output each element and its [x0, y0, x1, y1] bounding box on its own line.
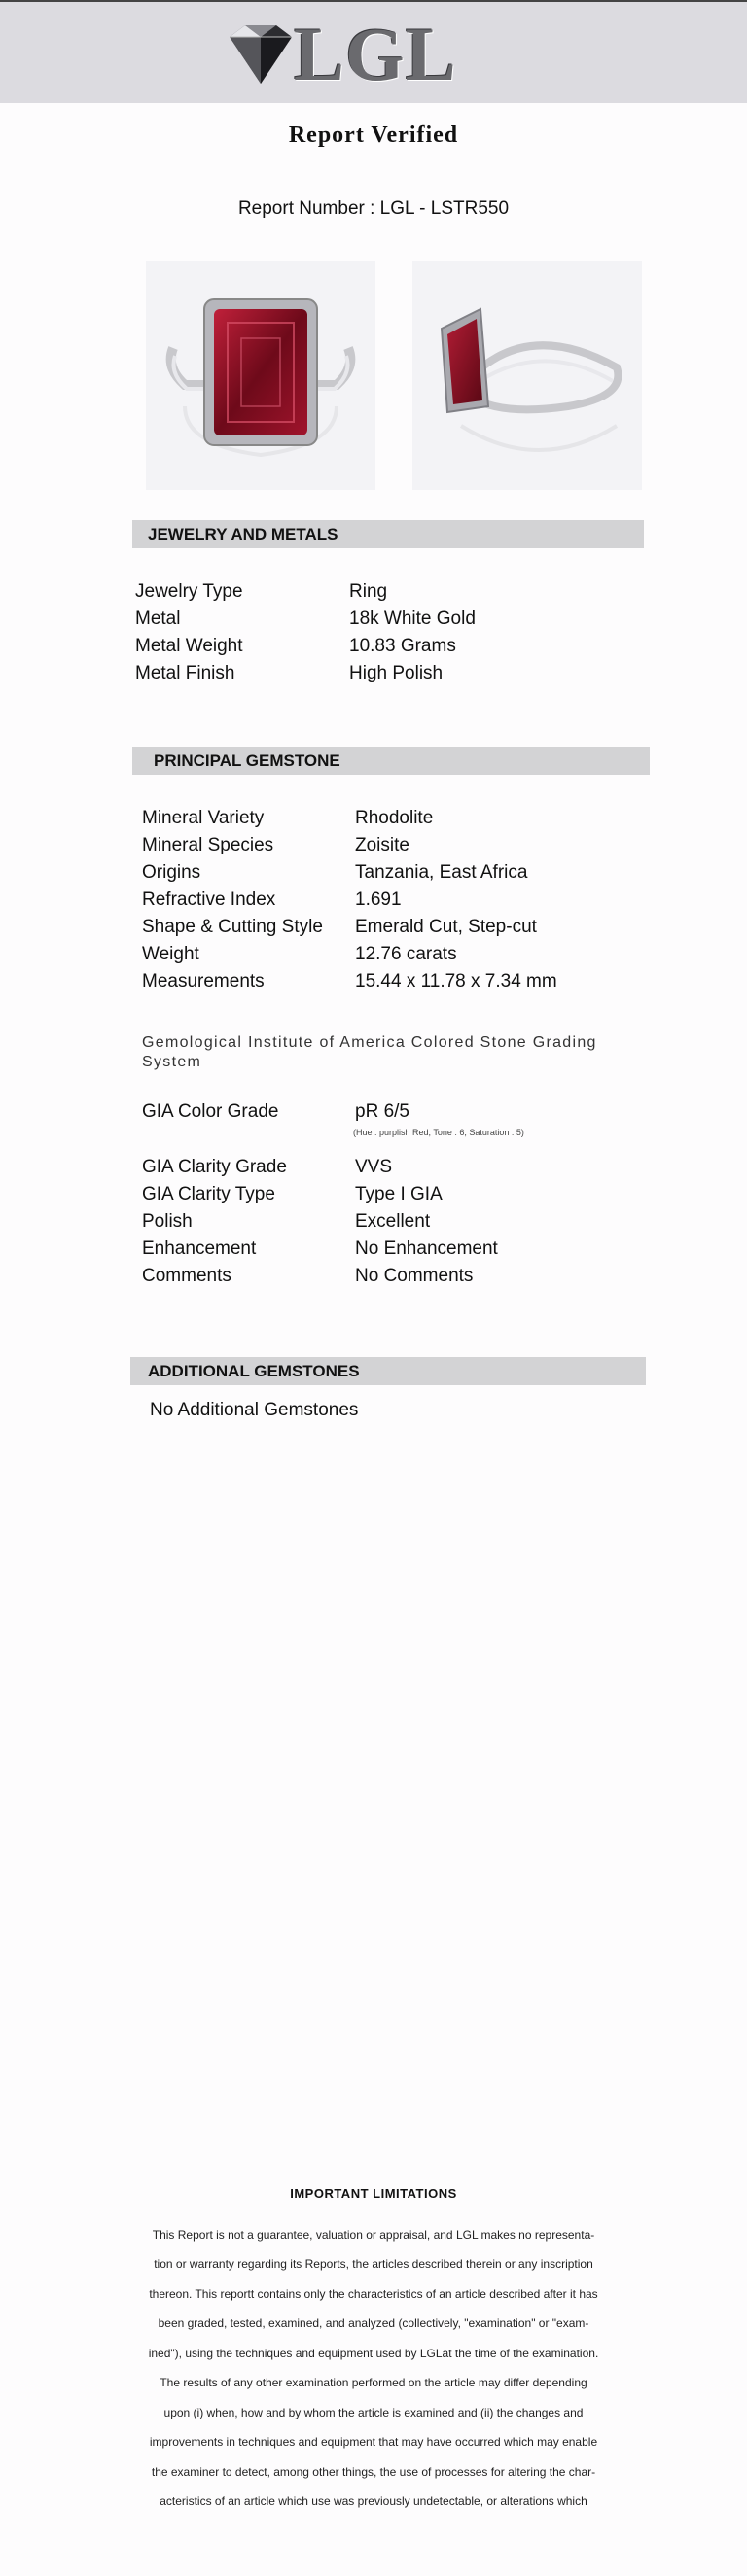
row-label: Refractive Index	[142, 889, 276, 910]
row-label: Metal Weight	[135, 636, 243, 656]
limitations-line: the examiner to detect, among other things, the use of processes for altering the char-	[151, 2465, 596, 2479]
limitations-line: tion or warranty regarding its Reports, the articles described therein or any inscription	[154, 2257, 593, 2271]
ring-front-photo	[146, 261, 375, 490]
header-banner	[0, 0, 747, 103]
row-value: VVS	[355, 1157, 393, 1177]
limitations-line: acteristics of an article which use was previously undetectable, or alterations which	[160, 2494, 587, 2508]
color-grade-row	[142, 1101, 628, 1131]
grade-table	[142, 1157, 628, 1303]
limitations-line: improvements in techniques and equipment that may have occurred which may enable	[149, 2435, 598, 2449]
row-label: GIA Color Grade	[142, 1101, 279, 1122]
color-grade-note: (Hue : purplish Red, Tone : 6, Saturation : 5)	[353, 1128, 524, 1137]
limitations-line: been graded, tested, examined, and analyzed (collectively, "examination" or "exam-	[158, 2316, 589, 2330]
row-label: Metal Finish	[135, 663, 235, 683]
limitations-line: upon (i) when, how and by whom the article is examined and (ii) the changes and	[163, 2406, 584, 2419]
row-value: No Comments	[355, 1266, 474, 1286]
row-label: GIA Clarity Grade	[142, 1157, 287, 1177]
additional-gemstones-header: ADDITIONAL GEMSTONES	[130, 1357, 646, 1385]
row-label: Enhancement	[142, 1238, 257, 1259]
row-label: Comments	[142, 1266, 231, 1286]
report-number: Report Number : LGL - LSTR550	[237, 198, 510, 219]
ring-front-photo-icon	[146, 261, 375, 490]
row-label: Measurements	[142, 971, 265, 992]
row-label: Polish	[142, 1211, 193, 1232]
limitations-line: This Report is not a guarantee, valuation or appraisal, and LGL makes no representa-	[152, 2228, 595, 2242]
row-value: Emerald Cut, Step-cut	[355, 917, 537, 937]
row-label: GIA Clarity Type	[142, 1184, 275, 1204]
limitations-line: thereon. This reportt contains only the characteristics of an article described after it has	[149, 2287, 598, 2301]
diamond-logo-icon	[226, 23, 296, 87]
row-label: Mineral Species	[142, 835, 274, 855]
row-value: 18k White Gold	[349, 609, 476, 629]
row-value: Rhodolite	[355, 808, 434, 828]
principal-gemstone-table	[142, 808, 628, 1002]
row-label: Weight	[142, 944, 199, 964]
logo-text: LGL	[294, 12, 457, 96]
limitations-heading: IMPORTANT LIMITATIONS	[290, 2186, 457, 2201]
row-value: Excellent	[355, 1211, 431, 1232]
limitations-line: ined"), using the techniques and equipment used by LGLat the time of the examination.	[148, 2347, 599, 2360]
limitations-line: The results of any other examination performed on the article may differ depending	[160, 2376, 587, 2389]
row-value: Zoisite	[355, 835, 409, 855]
ring-side-photo-icon	[412, 261, 642, 490]
row-value: Tanzania, East Africa	[355, 862, 528, 883]
page-title: Report Verified	[288, 122, 459, 148]
ring-side-photo	[412, 261, 642, 490]
grading-system-note: Gemological Institute of America Colored Stone Grading System	[142, 1034, 597, 1070]
row-value: Type I GIA	[355, 1184, 443, 1204]
row-value: 1.691	[355, 889, 402, 910]
row-value: 12.76 carats	[355, 944, 457, 964]
principal-gemstone-header: PRINCIPAL GEMSTONE	[132, 747, 650, 775]
additional-gemstones-text: No Additional Gemstones	[150, 1400, 359, 1420]
lgl-logo	[226, 12, 479, 96]
row-label: Jewelry Type	[135, 581, 243, 602]
row-label: Mineral Variety	[142, 808, 265, 828]
row-value: No Enhancement	[355, 1238, 498, 1259]
row-label: Origins	[142, 862, 201, 883]
row-value: Ring	[349, 581, 388, 602]
row-value: pR 6/5	[355, 1101, 409, 1122]
row-value: 10.83 Grams	[349, 636, 456, 656]
row-value: 15.44 x 11.78 x 7.34 mm	[355, 971, 557, 992]
jewelry-metals-header: JEWELRY AND METALS	[132, 520, 644, 548]
row-label: Shape & Cutting Style	[142, 917, 323, 937]
row-label: Metal	[135, 609, 181, 629]
row-value: High Polish	[349, 663, 444, 683]
jewelry-metals-table	[135, 581, 622, 698]
